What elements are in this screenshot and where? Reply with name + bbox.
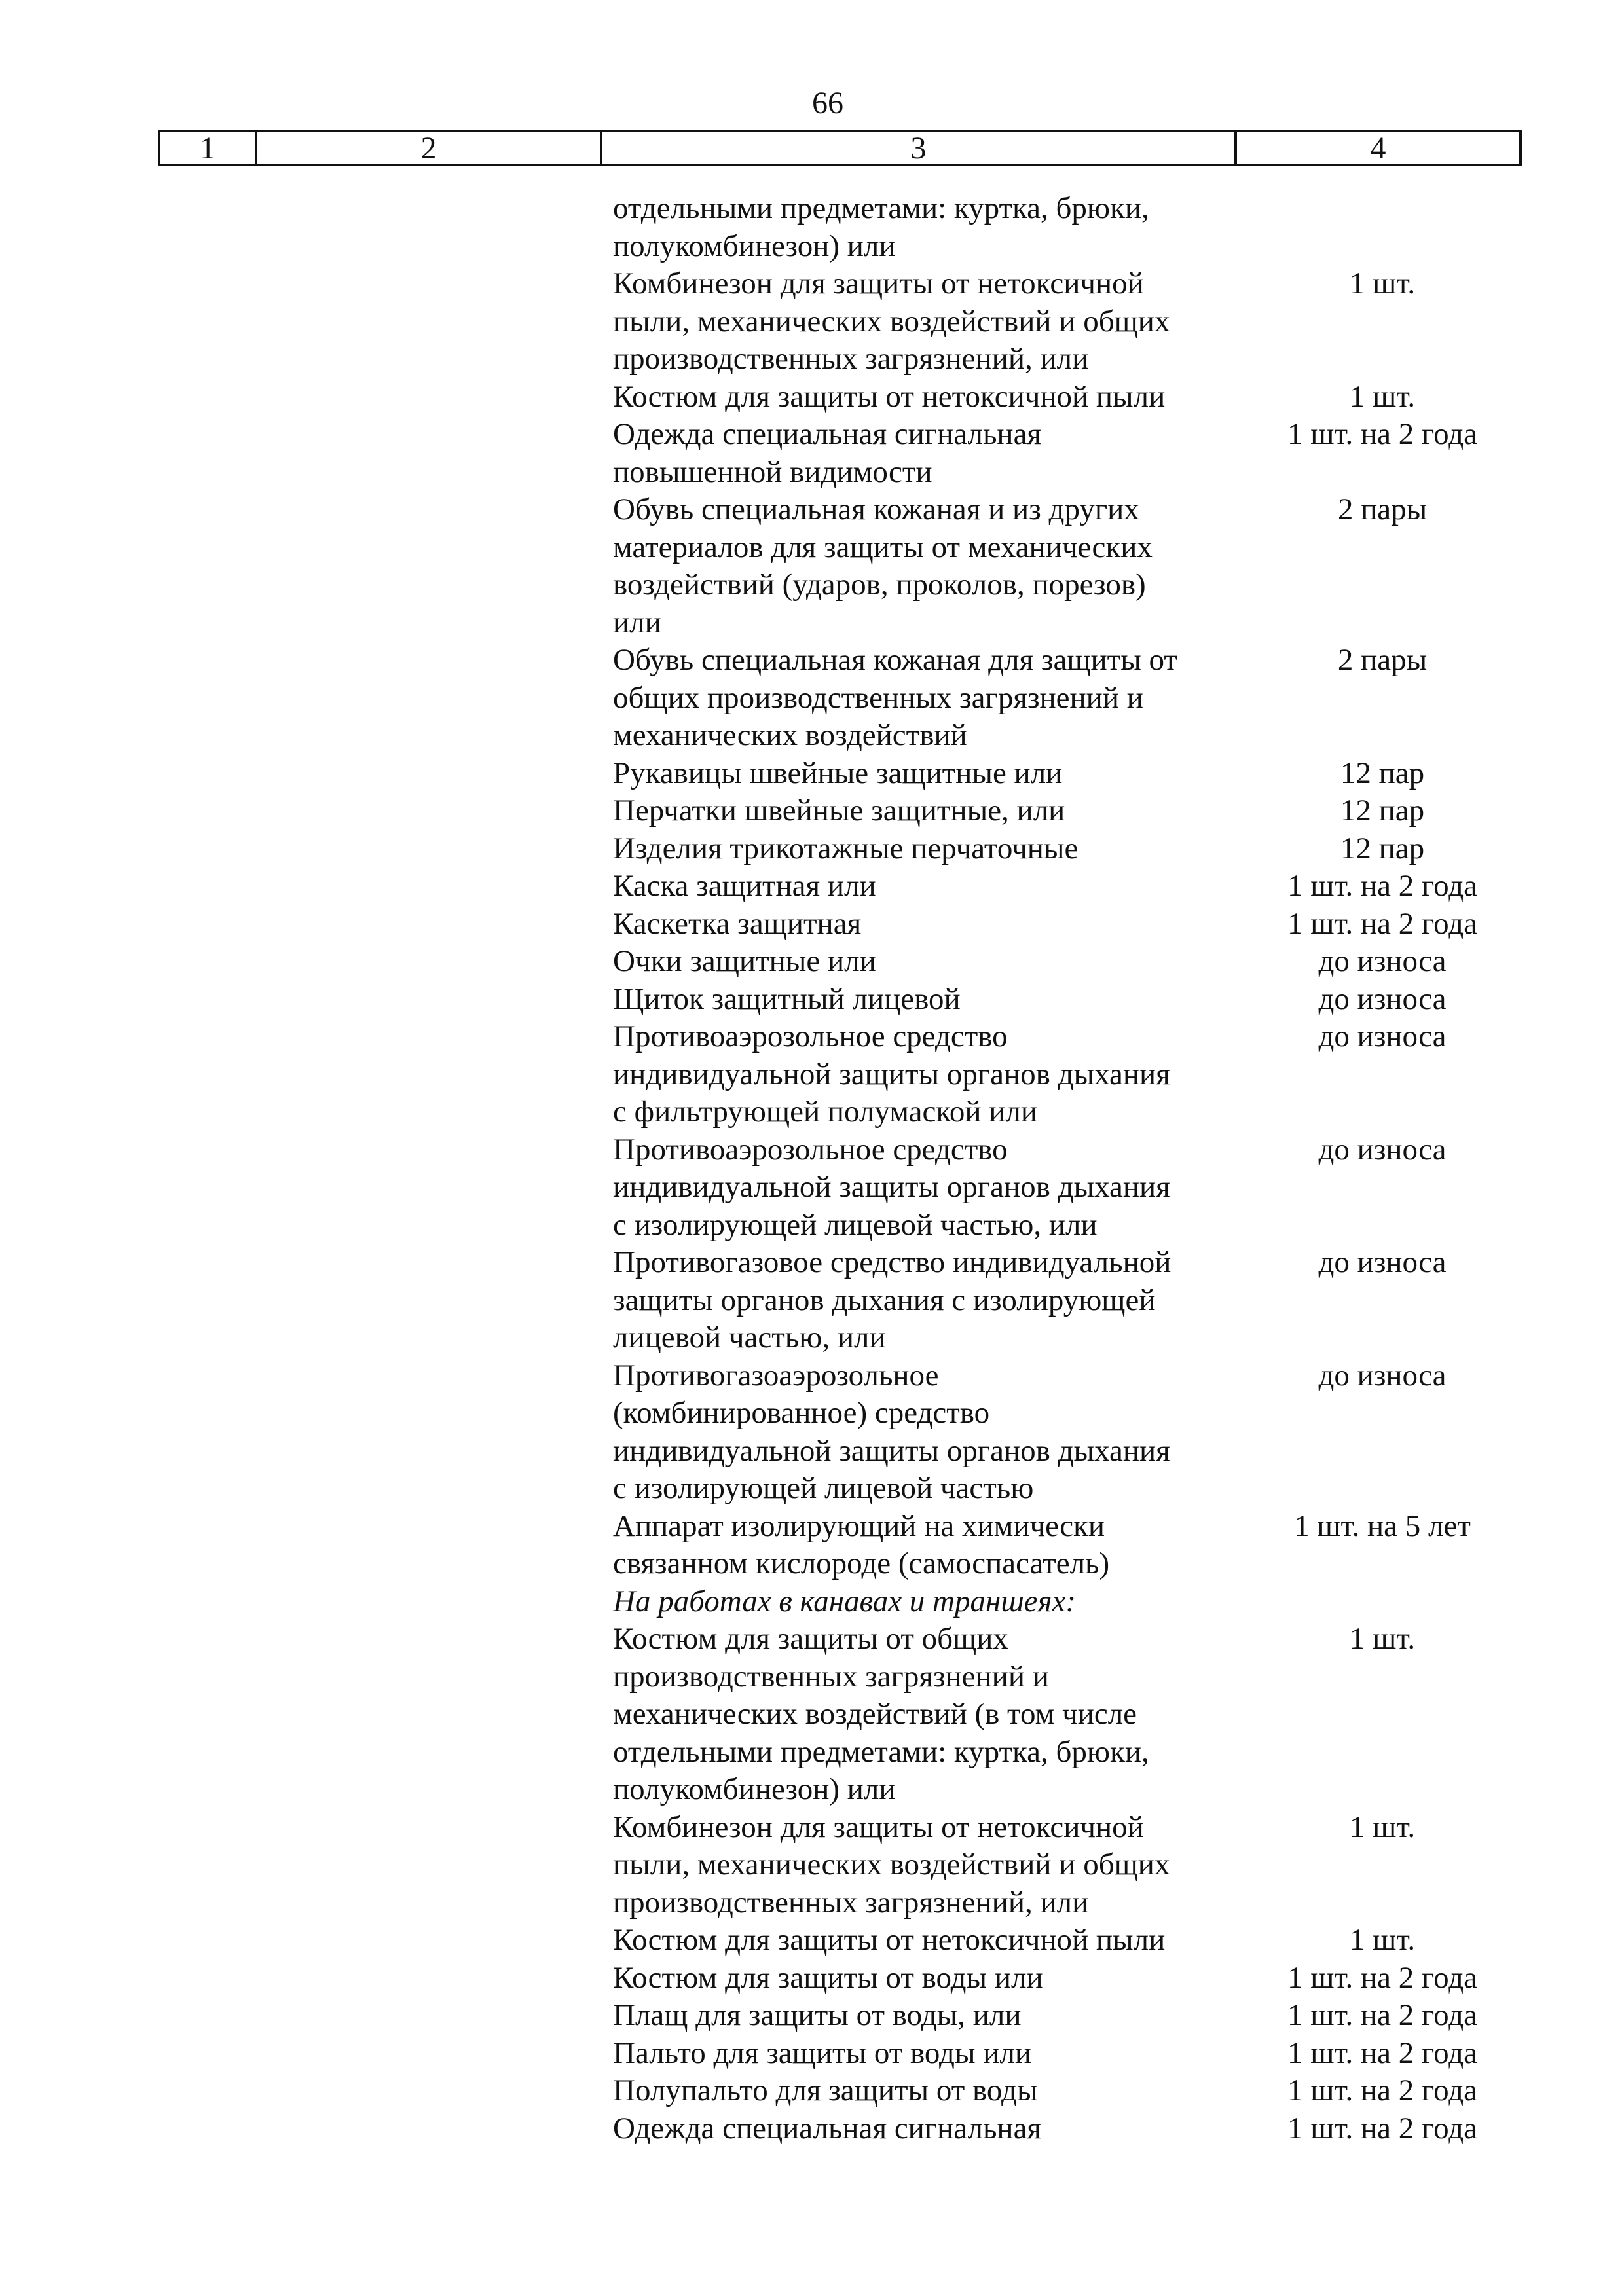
item-name-line: пыли, механических воздействий и общих	[613, 304, 1170, 338]
item-name-line: Комбинезон для защиты от нетоксичной	[613, 266, 1144, 301]
table-row	[613, 491, 1523, 642]
table-header	[158, 130, 1522, 166]
item-name-line: Противогазовое средство индивидуальной	[613, 1245, 1172, 1279]
item-name-line: Щиток защитный лицевой	[613, 981, 961, 1016]
item-name-line: или	[613, 605, 661, 640]
item-name-cell	[613, 1809, 1242, 1922]
item-name-line: Костюм для защиты от нетоксичной пыли	[613, 1923, 1166, 1957]
item-name-cell	[613, 1620, 1242, 1809]
issue-norm-cell: 1 шт. на 2 года	[1287, 869, 1477, 903]
item-name-line: Рукавицы швейные защитные или	[613, 756, 1063, 790]
item-name-line: Очки защитные или	[613, 944, 876, 978]
issue-norm-cell: 1 шт.	[1349, 1622, 1416, 1656]
item-name-cell	[613, 491, 1242, 642]
item-name-line: полукомбинезон) или	[613, 228, 896, 263]
item-name-cell	[613, 190, 1242, 265]
column-header-1: 1	[160, 132, 257, 164]
table-row	[613, 830, 1523, 868]
item-name-cell	[613, 642, 1242, 755]
item-name-cell	[613, 1131, 1242, 1245]
item-name-line: повышенной видимости	[613, 454, 932, 489]
item-name-cell	[613, 1018, 1242, 1131]
item-name-line: индивидуальной защиты органов дыхания	[613, 1170, 1170, 1204]
issue-norm-cell: 1 шт. на 5 лет	[1294, 1508, 1471, 1543]
issue-norm-cell: 12 пар	[1340, 793, 1425, 828]
item-name-cell	[613, 755, 1242, 793]
table-row	[613, 943, 1523, 981]
table-row	[613, 1244, 1523, 1357]
table-row	[613, 1959, 1523, 1997]
issue-norm-cell: 1 шт. на 2 года	[1287, 2073, 1477, 2107]
item-name-line: Пальто для защиты от воды или	[613, 2035, 1032, 2070]
item-name-line: Обувь специальная кожаная и из других	[613, 492, 1139, 526]
table-row	[613, 1508, 1523, 1583]
issue-norm-cell: до износа	[1318, 981, 1447, 1016]
item-name-line: отдельными предметами: куртка, брюки,	[613, 1734, 1149, 1769]
item-name-cell	[613, 1583, 1242, 1621]
table-row	[613, 2110, 1523, 2148]
page-number: 66	[812, 86, 843, 120]
issue-norm-cell: 1 шт.	[1349, 379, 1416, 414]
table-row	[613, 1131, 1523, 1245]
issue-norm-cell: 1 шт. на 2 года	[1287, 906, 1477, 941]
item-name-cell	[613, 1922, 1242, 1959]
item-name-line: Противоаэрозольное средство	[613, 1019, 1008, 1053]
column-header-2: 2	[257, 132, 602, 164]
item-name-line: производственных загрязнений, или	[613, 342, 1089, 376]
table-row	[613, 2035, 1523, 2073]
item-name-cell	[613, 1997, 1242, 2035]
issue-norm-cell: 1 шт. на 2 года	[1287, 2035, 1477, 2070]
issue-norm-cell: 12 пар	[1340, 756, 1425, 790]
table-row	[613, 1809, 1523, 1922]
item-name-line: производственных загрязнений, или	[613, 1885, 1089, 1920]
item-name-line: Костюм для защиты от общих	[613, 1622, 1008, 1656]
item-name-line: с изолирующей лицевой частью	[613, 1471, 1034, 1505]
item-name-line: материалов для защиты от механических	[613, 530, 1153, 564]
table-row	[613, 1357, 1523, 1508]
item-name-cell	[613, 830, 1242, 868]
table-row	[613, 981, 1523, 1019]
item-name-line: Каска защитная или	[613, 869, 876, 903]
item-name-line: Плащ для защиты от воды, или	[613, 1998, 1022, 2032]
table-row	[613, 1620, 1523, 1809]
item-name-line: воздействий (ударов, проколов, порезов)	[613, 568, 1146, 602]
issue-norm-cell: 2 пары	[1337, 492, 1428, 526]
issue-norm-cell: до износа	[1318, 1245, 1447, 1279]
item-name-line: механических воздействий (в том числе	[613, 1697, 1137, 1731]
table-row	[613, 755, 1523, 793]
table-row	[613, 1018, 1523, 1131]
item-name-cell	[613, 2110, 1242, 2148]
item-name-cell	[613, 1508, 1242, 1583]
item-name-line: механических воздействий	[613, 718, 967, 752]
item-name-line: Костюм для защиты от воды или	[613, 1960, 1043, 1995]
item-name-line: Противоаэрозольное средство	[613, 1132, 1008, 1167]
item-name-cell	[613, 416, 1242, 491]
item-name-line: Противогазоаэрозольное	[613, 1358, 939, 1393]
item-name-cell	[613, 792, 1242, 830]
item-name-line: Одежда специальная сигнальная	[613, 417, 1042, 451]
issue-norm-cell: 1 шт. на 2 года	[1287, 417, 1477, 451]
item-name-line: полукомбинезон) или	[613, 1772, 896, 1806]
item-name-line: Комбинезон для защиты от нетоксичной	[613, 1810, 1144, 1844]
issue-norm-cell: 1 шт.	[1349, 266, 1416, 301]
item-name-line: связанном кислороде (самоспасатель)	[613, 1546, 1110, 1580]
table-row	[613, 416, 1523, 491]
issue-norm-cell: 2 пары	[1337, 643, 1428, 677]
item-name-cell	[613, 2035, 1242, 2073]
item-name-line: защиты органов дыхания с изолирующей	[613, 1283, 1156, 1317]
issue-norm-cell: до износа	[1318, 944, 1447, 978]
table-row	[613, 378, 1523, 416]
issue-norm-cell: 1 шт.	[1349, 1923, 1416, 1957]
item-name-line: Костюм для защиты от нетоксичной пыли	[613, 379, 1166, 414]
item-name-line: Полупальто для защиты от воды	[613, 2073, 1038, 2107]
issue-norm-cell: 1 шт. на 2 года	[1287, 1998, 1477, 2032]
issue-norm-cell: 1 шт. на 2 года	[1287, 1960, 1477, 1995]
issue-norm-cell: до износа	[1318, 1019, 1447, 1053]
item-name-line: производственных загрязнений и	[613, 1659, 1049, 1694]
item-name-cell	[613, 867, 1242, 905]
item-name-cell	[613, 1357, 1242, 1508]
item-name-line: Каскетка защитная	[613, 906, 862, 941]
issue-norm-cell	[1242, 190, 1523, 265]
item-name-cell	[613, 905, 1242, 943]
column-header-4: 4	[1370, 130, 1386, 166]
item-name-line: На работах в канавах и траншеях:	[613, 1584, 1077, 1618]
table-row	[613, 642, 1523, 755]
section-heading-row	[613, 1583, 1523, 1621]
item-name-line: с изолирующей лицевой частью, или	[613, 1207, 1098, 1242]
item-name-line: индивидуальной защиты органов дыхания	[613, 1433, 1170, 1468]
table-row	[613, 1997, 1523, 2035]
item-name-cell	[613, 2072, 1242, 2110]
table-row	[613, 792, 1523, 830]
item-name-cell	[613, 1959, 1242, 1997]
item-name-cell	[613, 265, 1242, 378]
table-row	[613, 905, 1523, 943]
issue-norm-cell: 1 шт.	[1349, 1810, 1416, 1844]
item-name-cell	[613, 1244, 1242, 1357]
column-header-3: 3	[602, 132, 1237, 164]
item-name-cell	[613, 981, 1242, 1019]
item-name-line: пыли, механических воздействий и общих	[613, 1848, 1170, 1882]
issue-norm-cell: до износа	[1318, 1132, 1447, 1167]
issue-norm-cell: 1 шт. на 2 года	[1287, 2111, 1477, 2145]
item-name-line: (комбинированное) средство	[613, 1396, 990, 1430]
item-name-cell	[613, 378, 1242, 416]
table-row	[613, 1922, 1523, 1959]
item-name-line: общих производственных загрязнений и	[613, 680, 1143, 715]
table-row	[613, 867, 1523, 905]
item-name-line: лицевой частью, или	[613, 1321, 886, 1355]
item-name-line: отдельными предметами: куртка, брюки,	[613, 191, 1149, 225]
item-name-cell	[613, 943, 1242, 981]
item-name-line: Перчатки швейные защитные, или	[613, 793, 1065, 828]
item-name-line: Одежда специальная сигнальная	[613, 2111, 1042, 2145]
table-row	[613, 265, 1523, 378]
table-body	[613, 190, 1523, 2147]
item-name-line: Изделия трикотажные перчаточные	[613, 831, 1079, 866]
item-name-line: Аппарат изолирующий на химически	[613, 1508, 1105, 1543]
issue-norm-cell: 12 пар	[1340, 831, 1425, 866]
table-row	[613, 2072, 1523, 2110]
issue-norm-cell	[1242, 1583, 1523, 1621]
table-row	[613, 190, 1523, 265]
issue-norm-cell: до износа	[1318, 1358, 1447, 1393]
item-name-line: индивидуальной защиты органов дыхания	[613, 1057, 1170, 1091]
item-name-line: с фильтрующей полумаской или	[613, 1095, 1037, 1129]
item-name-line: Обувь специальная кожаная для защиты от	[613, 643, 1177, 677]
